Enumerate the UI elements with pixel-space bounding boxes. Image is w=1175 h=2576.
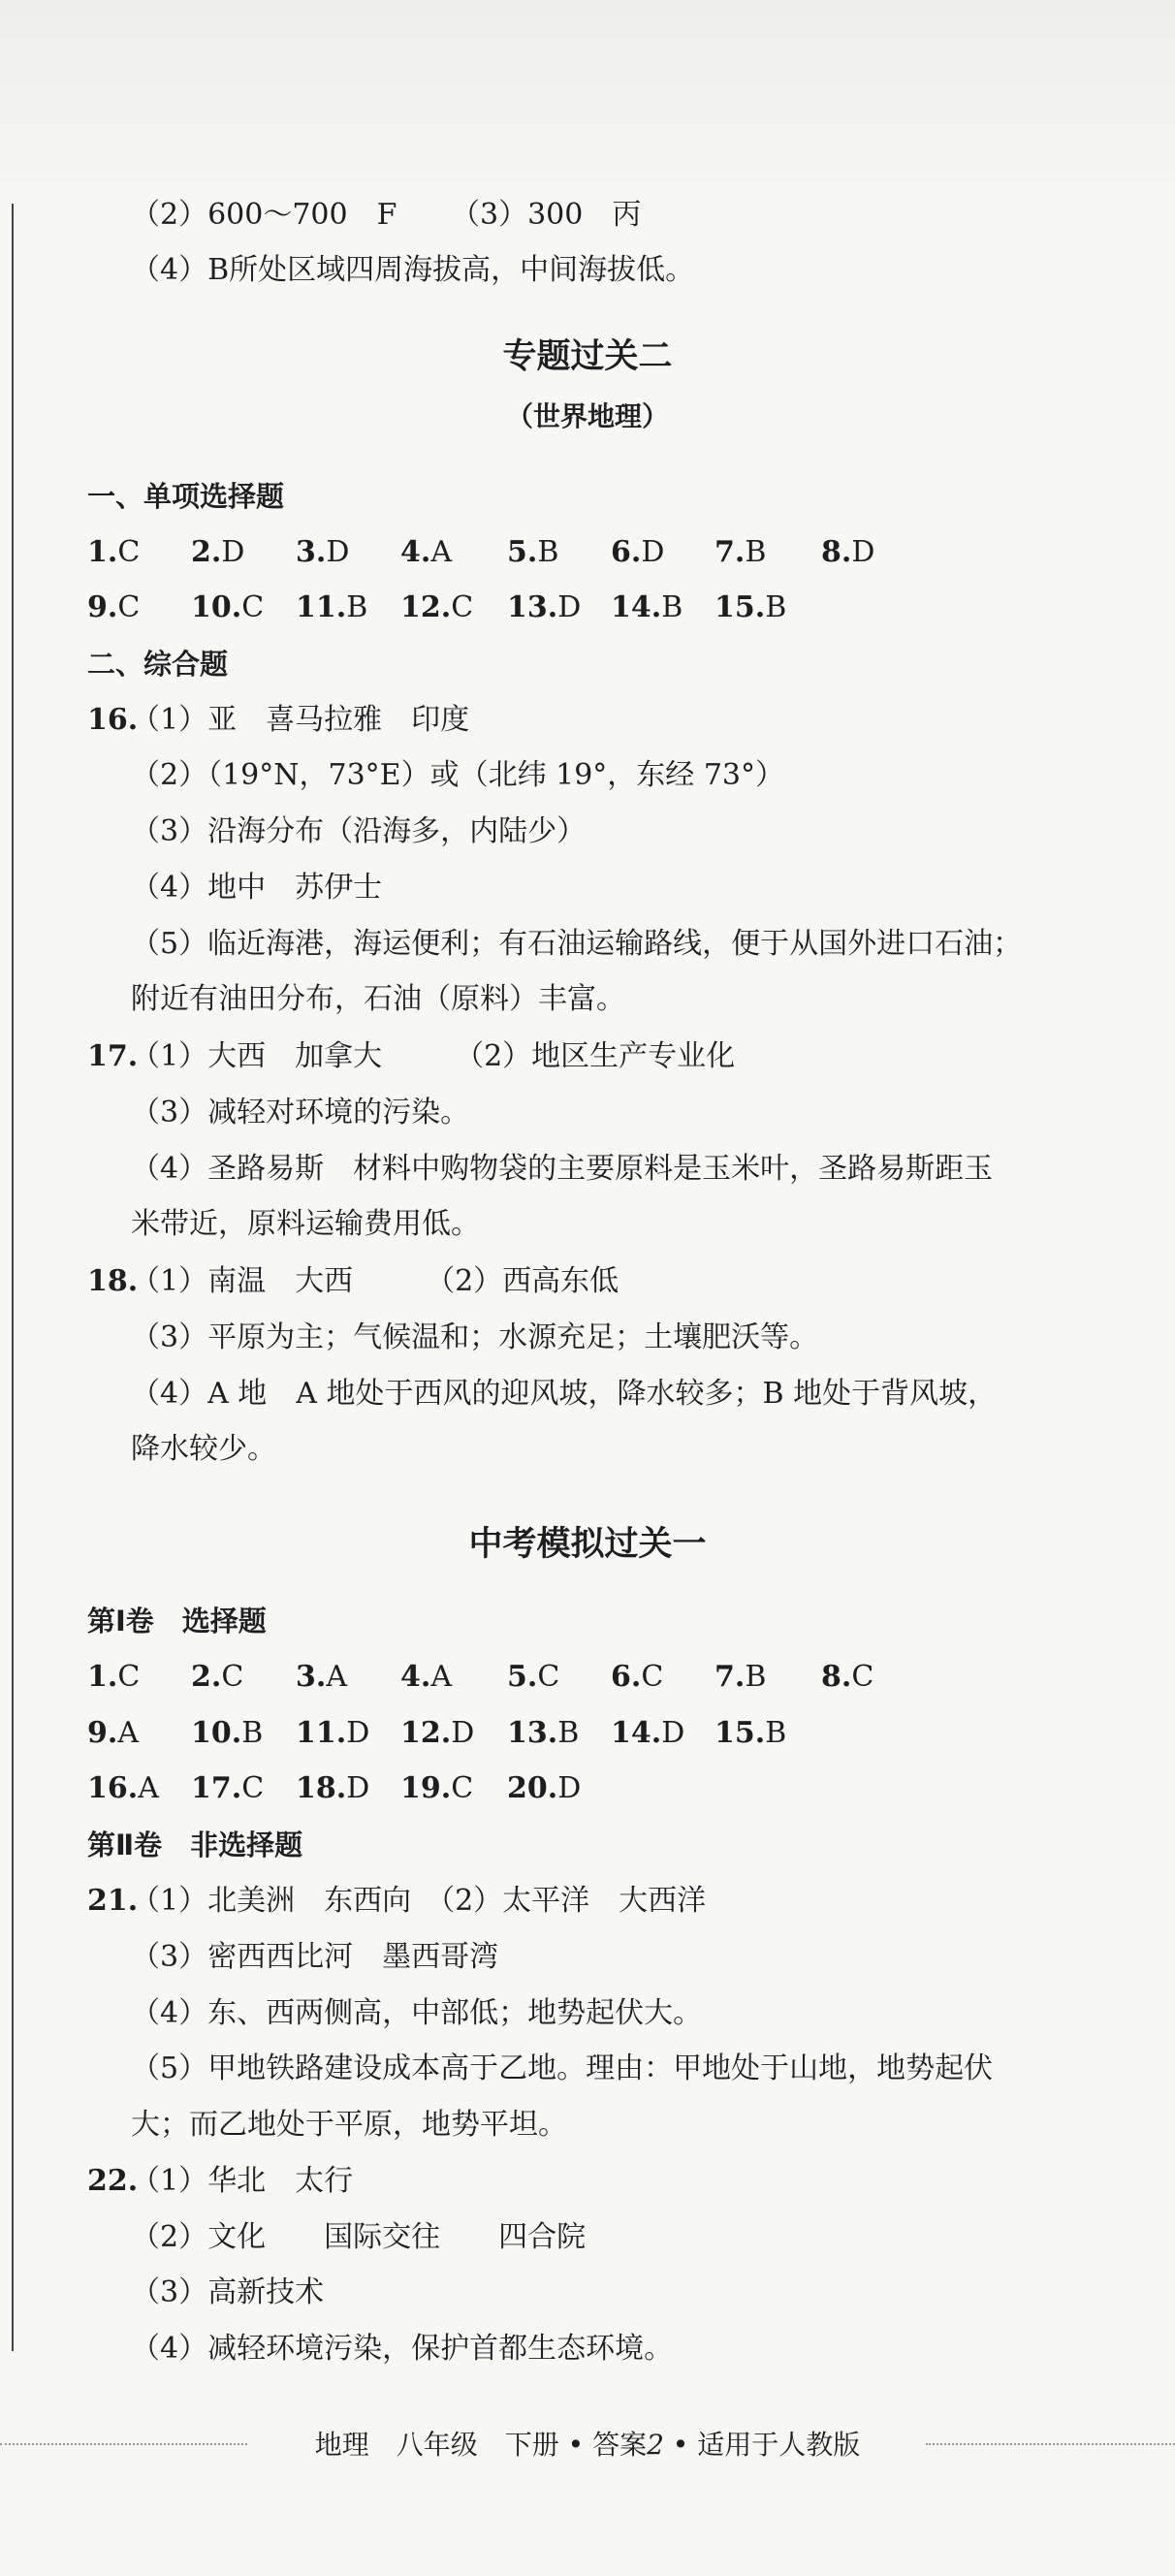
answer-line: （1）华北 太行: [131, 2164, 354, 2198]
answer-line: 附近有油田分布，石油（原料）丰富。: [131, 982, 625, 1016]
answer-item: [296, 1769, 369, 1808]
answer-item: [87, 1769, 159, 1808]
answer-item: [87, 588, 140, 627]
question-number: 1.: [87, 1660, 118, 1694]
answer-line: （5）甲地铁路建设成本高于乙地。理由：甲地处于山地，地势起伏: [131, 2051, 994, 2085]
question-number: 14.: [611, 1716, 662, 1750]
top-scan-band: [0, 0, 1175, 184]
answer-letter: C: [241, 590, 265, 624]
answer-line: （2）600～700 F: [131, 198, 397, 232]
answer-line: （3）平原为主；气候温和；水源充足；土壤肥沃等。: [131, 1320, 819, 1354]
question-number: 17.: [87, 1039, 139, 1073]
question-number: 6.: [611, 1660, 642, 1694]
left-margin-line: [12, 204, 14, 2351]
question-number: 7.: [715, 535, 746, 569]
answer-letter: D: [346, 1771, 370, 1805]
answer-letter: B: [765, 1716, 787, 1750]
question-number: 20.: [507, 1771, 558, 1805]
answer-item: [87, 1714, 139, 1753]
question-number: 2.: [191, 1660, 222, 1694]
answer-letter: C: [641, 1660, 664, 1694]
answer-letter: B: [661, 590, 683, 624]
question-number: 10.: [191, 590, 242, 624]
question-number: 6.: [611, 535, 642, 569]
question-number: 10.: [191, 1716, 242, 1750]
question-number: 11.: [296, 590, 347, 624]
answer-letter: D: [451, 1716, 475, 1750]
answer-letter: C: [117, 590, 141, 624]
section-subtitle: （世界地理）: [505, 400, 669, 432]
answer-line: （1）亚 喜马拉雅 印度: [131, 703, 470, 737]
answer-line: （3）高新技术: [131, 2275, 325, 2309]
question-number: 22.: [87, 2164, 139, 2198]
answer-item: [507, 1714, 579, 1753]
answer-line: （3）300 丙: [451, 198, 642, 232]
answer-letter: D: [557, 590, 582, 624]
question-number: 16.: [87, 1771, 139, 1805]
question-number: 8.: [821, 535, 852, 569]
answer-line: （1）大西 加拿大 （2）地区生产专业化: [131, 1039, 736, 1073]
answer-letter: C: [117, 1660, 141, 1694]
answer-item: [191, 1658, 243, 1697]
answer-letter: A: [430, 1660, 452, 1694]
answer-letter: D: [641, 535, 665, 569]
answer-line: （5）临近海港，海运便利；有石油运输路线，便于从国外进口石油；: [131, 927, 1023, 961]
answer-item: [821, 1658, 873, 1697]
answer-letter: C: [241, 1771, 265, 1805]
question-number: 16.: [87, 703, 139, 737]
answer-item: [296, 533, 349, 572]
answer-letter: C: [451, 590, 474, 624]
answer-item: [507, 588, 581, 627]
answer-line: （2）文化 国际交往 四合院: [131, 2220, 587, 2254]
question-number: 19.: [400, 1771, 452, 1805]
answer-item: [611, 1714, 684, 1753]
answer-line: （3）减轻对环境的污染。: [131, 1096, 470, 1129]
part-heading: 第Ⅰ卷 选择题: [87, 1605, 267, 1638]
answer-item: [296, 588, 367, 627]
answer-item: [87, 1658, 140, 1697]
answer-letter: A: [430, 535, 452, 569]
answer-letter: B: [241, 1716, 264, 1750]
answer-letter: D: [851, 535, 875, 569]
answer-item: [400, 588, 473, 627]
question-number: 7.: [715, 1660, 746, 1694]
answer-letter: A: [138, 1771, 159, 1805]
answer-letter: D: [346, 1716, 370, 1750]
answer-letter: C: [851, 1660, 874, 1694]
answer-line: 米带近，原料运输费用低。: [131, 1207, 480, 1241]
answer-line: （4）圣路易斯 材料中购物袋的主要原料是玉米叶，圣路易斯距玉: [131, 1152, 994, 1186]
question-number: 18.: [296, 1771, 347, 1805]
answer-item: [191, 1714, 263, 1753]
answer-item: [821, 533, 874, 572]
section-title: 专题过关二: [502, 337, 673, 376]
question-number: 14.: [611, 590, 662, 624]
question-number: 8.: [821, 1660, 852, 1694]
answer-letter: D: [557, 1771, 582, 1805]
answer-item: [400, 1658, 452, 1697]
answer-line: 大；而乙地处于平原，地势平坦。: [131, 2108, 567, 2142]
question-number: 1.: [87, 535, 118, 569]
part-heading: 一、单项选择题: [87, 480, 285, 513]
answer-letter: C: [117, 535, 141, 569]
answer-item: [507, 1769, 581, 1808]
answer-line: 降水较少。: [131, 1432, 276, 1466]
answer-item: [715, 1714, 786, 1753]
answer-letter: D: [326, 535, 350, 569]
question-number: 3.: [296, 1660, 327, 1694]
question-number: 5.: [507, 535, 538, 569]
question-number: 4.: [400, 535, 431, 569]
answer-item: [191, 533, 244, 572]
answer-line: （4）减轻环境污染，保护首都生态环境。: [131, 2332, 674, 2366]
section-title: 中考模拟过关一: [468, 1525, 707, 1564]
question-number: 15.: [715, 590, 766, 624]
question-number: 13.: [507, 590, 558, 624]
answer-line: （4）B所处区域四周海拔高，中间海拔低。: [131, 253, 695, 287]
answer-item: [507, 533, 558, 572]
answer-line: （2）（19°N，73°E）或（北纬 19°，东经 73°）: [131, 758, 785, 792]
question-number: 18.: [87, 1264, 139, 1298]
answer-line: （4）地中 苏伊士: [131, 871, 383, 905]
answer-item: [715, 1658, 766, 1697]
question-number: 17.: [191, 1771, 242, 1805]
part-heading: 二、综合题: [87, 648, 229, 681]
answer-letter: B: [346, 590, 368, 624]
answer-letter: B: [537, 535, 559, 569]
question-number: 15.: [715, 1716, 766, 1750]
footer-text: • 适用于人教版: [663, 2429, 861, 2461]
answer-line: （3）沿海分布（沿海多，内陆少）: [131, 814, 587, 848]
answer-item: [191, 1769, 264, 1808]
answer-item: [400, 1714, 474, 1753]
answer-line: （4）A 地 A 地处于西风的迎风坡，降水较多；B 地处于背风坡，: [131, 1377, 998, 1411]
answer-letter: C: [537, 1660, 560, 1694]
answer-item: [296, 1658, 347, 1697]
answer-letter: D: [221, 535, 245, 569]
answer-item: [715, 588, 786, 627]
question-number: 9.: [87, 590, 118, 624]
footer-text: 地理 八年级 下册 • 答案: [314, 2429, 648, 2461]
answer-item: [87, 533, 140, 572]
question-number: 13.: [507, 1716, 558, 1750]
answer-letter: C: [221, 1660, 244, 1694]
answer-letter: A: [326, 1660, 347, 1694]
answer-letter: B: [557, 1716, 580, 1750]
answer-item: [611, 533, 664, 572]
answer-line: （1）北美洲 东西向 （2）太平洋 大西洋: [131, 1884, 707, 1918]
page-footer: [0, 2424, 1175, 2463]
answer-item: [191, 588, 264, 627]
answer-letter: B: [745, 1660, 767, 1694]
page-number: 2: [647, 2429, 664, 2461]
question-number: 12.: [400, 590, 452, 624]
part-heading: 第Ⅱ卷 非选择题: [87, 1829, 303, 1861]
answer-item: [507, 1658, 559, 1697]
answer-letter: C: [451, 1771, 474, 1805]
answer-item: [611, 588, 683, 627]
question-number: 3.: [296, 535, 327, 569]
answer-line: （4）东、西两侧高，中部低；地势起伏大。: [131, 1996, 703, 2030]
answer-letter: B: [765, 590, 787, 624]
question-number: 11.: [296, 1716, 347, 1750]
question-number: 9.: [87, 1716, 118, 1750]
question-number: 21.: [87, 1884, 139, 1918]
answer-item: [400, 1769, 473, 1808]
question-number: 5.: [507, 1660, 538, 1694]
question-number: 12.: [400, 1716, 452, 1750]
answer-letter: A: [117, 1716, 139, 1750]
question-number: 4.: [400, 1660, 431, 1694]
question-number: 2.: [191, 535, 222, 569]
answer-line: （1）南温 大西 （2）西高东低: [131, 1264, 619, 1298]
answer-letter: D: [661, 1716, 685, 1750]
answer-letter: B: [745, 535, 767, 569]
answer-item: [400, 533, 452, 572]
answer-item: [296, 1714, 369, 1753]
answer-item: [715, 533, 766, 572]
answer-line: （3）密西西比河 墨西哥湾: [131, 1940, 499, 1974]
answer-item: [611, 1658, 663, 1697]
